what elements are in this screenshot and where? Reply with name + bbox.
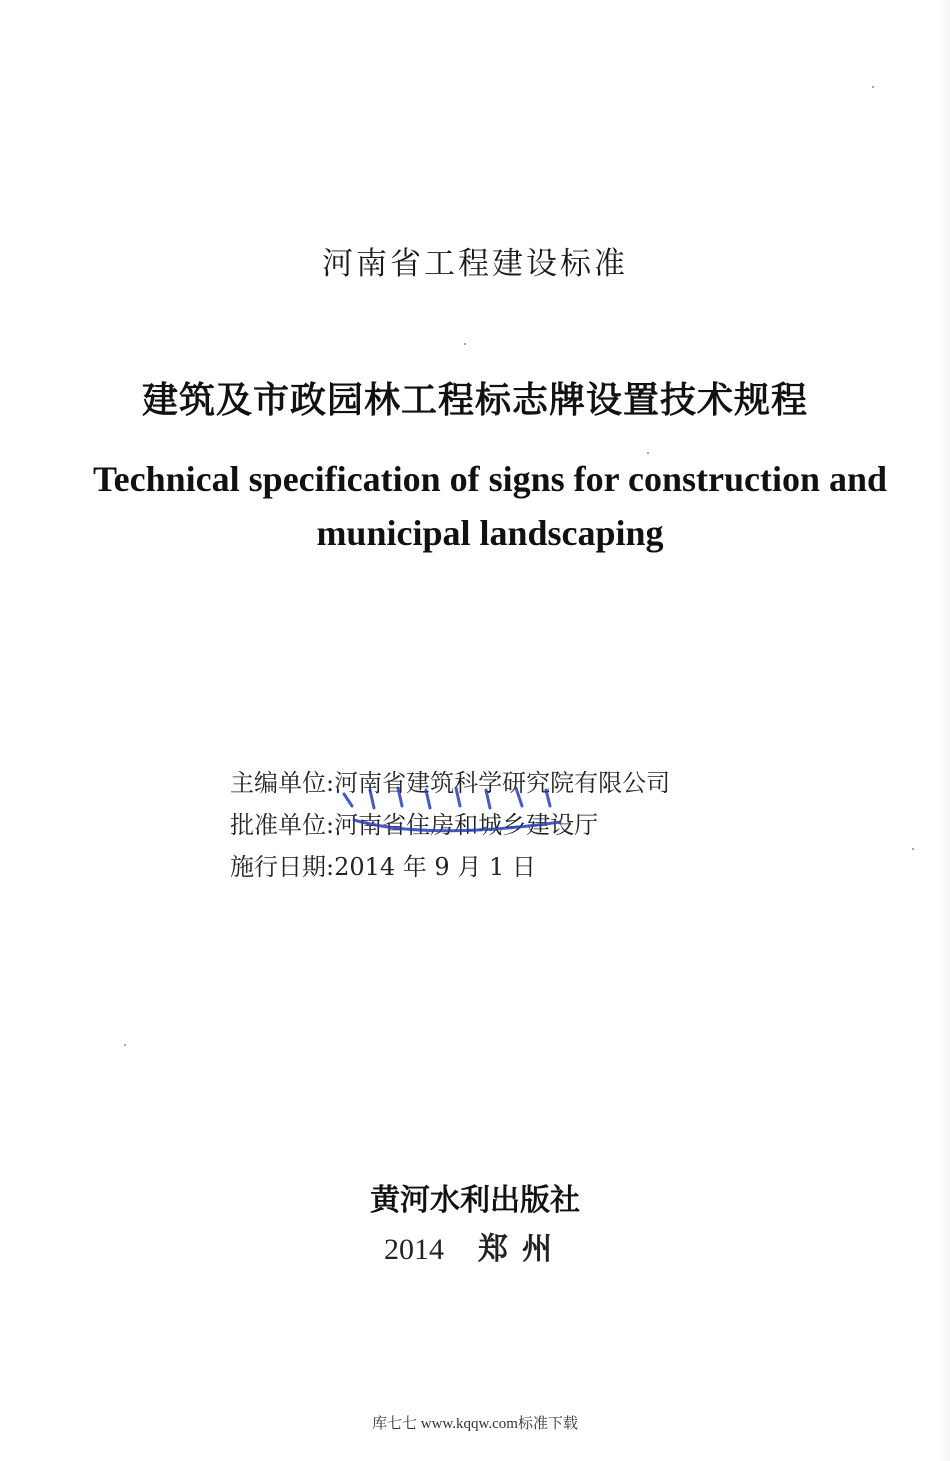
download-watermark: 库七七 www.kqqw.com标准下载: [372, 1416, 578, 1432]
effective-date-row: [230, 846, 790, 888]
chief-editor-row: [230, 762, 790, 804]
document-info-block: [230, 762, 790, 888]
info-value: 河南省建筑科学研究院有限公司: [334, 769, 671, 797]
approval-unit-row: [230, 804, 790, 846]
publication-year-place: [0, 1224, 950, 1268]
info-value: 2014 年 9 月 1 日: [334, 853, 536, 881]
scan-speck: [912, 848, 914, 850]
info-label: 主编单位:: [230, 769, 335, 797]
scan-speck: [647, 452, 649, 454]
info-label: 施行日期:: [230, 853, 335, 881]
standard-series-title: 河南省工程建设标准: [322, 246, 628, 282]
document-title-chinese: 建筑及市政园林工程标志牌设置技术规程: [141, 379, 808, 421]
info-label: 批准单位:: [230, 811, 335, 839]
scan-speck: [464, 343, 466, 345]
scan-speck: [872, 86, 874, 88]
publication-city: 郑州: [478, 1232, 566, 1267]
info-value: 河南省住房和城乡建设厅: [334, 811, 599, 839]
publication-year: 2014: [384, 1233, 444, 1266]
publisher-name: 黄河水利出版社: [370, 1183, 580, 1218]
scan-speck: [124, 1044, 126, 1046]
document-title-english: Technical specification of signs for construction and municipal landscaping: [92, 459, 888, 553]
